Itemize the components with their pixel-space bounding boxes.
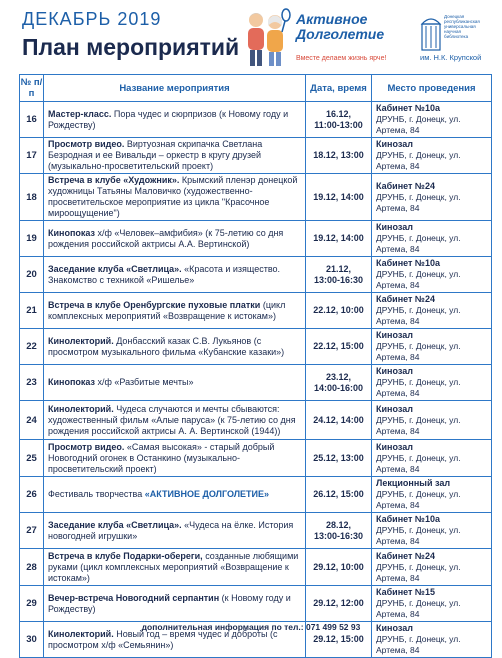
event-title: Просмотр видео. [48,139,125,149]
event-time: 13:00-16:30 [313,530,364,541]
event-description: (цикл комплексных мероприятий «Возвращение к истокам») [48,299,286,321]
event-description: Крымский пленэр донецкой художницы Татьяны Маловичко (художественно-просветительское мероприятие из цикла "Красочное мироощущение") [48,175,298,218]
event-date-cell [306,477,372,513]
page-title: План мероприятий [22,34,240,60]
table-row [20,586,492,622]
event-place-cell [372,513,492,549]
event-title: Встреча в клубе Оренбургские пуховые платки [48,299,261,310]
event-address: ДРУНБ, г. Донецк, ул. Артема, 84 [376,341,461,362]
event-number: 30 [20,622,44,658]
logo-text: Активное Долголетие [296,11,385,42]
event-room: Кабинет №10а [376,514,440,524]
event-room: Кинозал [376,623,413,633]
table-row [20,329,492,365]
event-room: Кинозал [376,366,413,376]
event-place-cell [372,549,492,586]
event-number: 21 [20,293,44,329]
event-place-cell [372,102,492,138]
event-name-cell [44,440,306,477]
event-date-cell [306,329,372,365]
event-title: Кинолекторий. [48,628,114,639]
event-place-cell [372,440,492,477]
table-row [20,440,492,477]
event-date-cell [306,221,372,257]
event-date-cell [306,257,372,293]
event-number: 19 [20,221,44,257]
event-place-cell [372,586,492,622]
event-name-cell [44,257,306,293]
event-time: 13:00-16:30 [313,274,364,285]
event-description: Виртуозная скрипачка Светлана Безродная и ее Вивальди – оркестр в кругу друзей (музыкально-просветительский проект) [48,139,263,171]
event-date: 26.12, 15:00 [313,489,364,499]
event-place-cell [372,329,492,365]
event-description: Новый год – время чудес и доброты (с просмотром х/ф «Семьянин») [48,628,278,650]
event-name-cell [44,477,306,513]
column-header-place: Место проведения [372,75,492,102]
table-row [20,365,492,401]
event-date: 28.12, [325,519,352,530]
event-date: 29.12, 12:00 [313,598,364,608]
table-row [20,174,492,221]
event-number: 23 [20,365,44,401]
event-name-cell [44,549,306,586]
table-row [20,257,492,293]
event-description: созданные любящими руками (цикл комплексных мероприятий «Возвращение к истокам») [48,550,299,583]
event-room: Кабинет №24 [376,550,435,561]
event-date: 22.12, 10:00 [313,305,364,315]
events-table-body [20,102,492,658]
event-room: Лекционный зал [376,478,451,488]
event-address: ДРУНБ, г. Донецк, ул. Артема, 84 [376,525,461,546]
event-date-cell [306,293,372,329]
event-room: Кабинет №10а [376,258,440,268]
event-title: Встреча в клубе Подарки-обереги, [48,550,203,561]
event-address: ДРУНБ, г. Донецк, ул. Артема, 84 [376,489,461,510]
event-room: Кинозал [376,330,413,340]
table-row [20,549,492,586]
event-name-cell [44,221,306,257]
event-date-cell [306,440,372,477]
event-number: 20 [20,257,44,293]
table-row [20,138,492,174]
event-number: 29 [20,586,44,622]
event-title: Кинолекторий. [48,335,114,346]
event-address: ДРУНБ, г. Донецк, ул. Артема, 84 [376,452,461,474]
event-title: Кинопоказ [48,227,95,238]
event-date-cell [306,102,372,138]
event-date-cell [306,586,372,622]
event-name-cell [44,513,306,549]
event-place-cell [372,138,492,174]
elderly-couple-icon [240,6,292,68]
event-date: 21.12, [325,263,352,274]
event-number: 28 [20,549,44,586]
event-address: ДРУНБ, г. Донецк, ул. Артема, 84 [376,191,461,213]
event-name-cell [44,102,306,138]
event-address: ДРУНБ, г. Донецк, ул. Артема, 84 [376,233,461,254]
event-room: Кабинет №24 [376,294,435,304]
event-date-cell [306,365,372,401]
event-room: Кабинет №10а [376,103,440,113]
event-date: 25.12, 13:00 [313,452,364,463]
event-date: 19.12, 14:00 [313,233,364,243]
event-description: Фестиваль творчества [48,489,143,499]
event-title: Встреча в клубе «Художник». [48,175,180,185]
event-date-cell [306,138,372,174]
event-name-cell [44,174,306,221]
event-name-cell [44,293,306,329]
event-address: ДРУНБ, г. Донецк, ул. Артема, 84 [376,414,461,436]
column-header-date: Дата, время [306,75,372,102]
event-number: 22 [20,329,44,365]
event-name-cell [44,365,306,401]
event-title: Кинопоказ [48,377,95,387]
event-number: 16 [20,102,44,138]
event-description: (к Новому году и Рождеству) [48,592,291,614]
event-place-cell [372,477,492,513]
event-address: ДРУНБ, г. Донецк, ул. Артема, 84 [376,150,461,171]
logo-tagline: Вместе делаем жизнь ярче! [296,55,387,62]
event-name-cell [44,329,306,365]
event-title: Заседание клуба «Светлица». [48,263,182,274]
table-row [20,513,492,549]
table-row [20,293,492,329]
event-date: 24.12, 14:00 [313,414,364,425]
event-name-cell [44,401,306,440]
event-room: Кинозал [376,403,413,414]
event-place-cell [372,293,492,329]
contact-footer: дополнительная информация по тел.: 071 499 52 93 [141,622,361,632]
event-address: ДРУНБ, г. Донецк, ул. Артема, 84 [376,305,461,326]
event-description: «Красота и изящество. Знакомство с техникой «Ришелье» [48,263,281,285]
event-address: ДРУНБ, г. Донецк, ул. Артема, 84 [376,634,461,655]
event-room: Кинозал [376,222,413,232]
event-description: Чудеса случаются и мечты сбываются: художественный фильм «Алые паруса» (к 75-летию со дня рождения российской актрисы А. А. Вертинской (1944)) [48,403,296,436]
event-date: 23.12, [325,371,352,382]
column-header-num: № п/п [20,75,44,102]
table-row [20,401,492,440]
event-number: 17 [20,138,44,174]
event-place-cell [372,221,492,257]
event-date: 19.12, 14:00 [313,191,364,202]
event-date-cell [306,174,372,221]
table-row [20,221,492,257]
event-description: Донбасский казак С.В. Лукьянов (с просмотром музыкального фильма «Кубанские казаки») [48,335,285,357]
event-place-cell [372,401,492,440]
event-date-cell [306,513,372,549]
event-date: 29.12, 15:00 [313,634,364,644]
library-name: им. Н.К. Крупской [420,53,482,62]
event-number: 18 [20,174,44,221]
page-header [0,0,502,72]
event-room: Кабинет №15 [376,587,435,597]
event-title: Просмотр видео. [48,441,125,452]
event-title: Вечер-встреча Новогодний серпантин [48,592,220,603]
event-highlight: «АКТИВНОЕ ДОЛГОЛЕТИЕ» [144,489,270,499]
event-title: Заседание клуба «Светлица». [48,519,182,530]
event-description: Пора чудес и сюрпризов (к Новому году и Рождеству) [48,108,289,130]
event-description: х/ф «Разбитые мечты» [97,377,194,387]
event-address: ДРУНБ, г. Донецк, ул. Артема, 84 [376,377,461,398]
event-number: 26 [20,477,44,513]
event-place-cell [372,257,492,293]
event-room: Кинозал [376,441,413,452]
event-address: ДРУНБ, г. Донецк, ул. Артема, 84 [376,598,461,619]
event-number: 25 [20,440,44,477]
event-time: 11:00-13:00 [314,119,363,130]
table-row [20,477,492,513]
event-description: «Самая высокая» - старый добрый Новогодний огонек в Останкино (музыкально-просветительский проект) [48,441,275,474]
event-address: ДРУНБ, г. Донецк, ул. Артема, 84 [376,269,461,290]
event-place-cell [372,174,492,221]
event-place-cell [372,365,492,401]
event-description: «Чудеса на ёлке. История новогодней игрушки» [48,519,294,541]
events-table [19,74,492,658]
event-date-cell [306,549,372,586]
column-header-name: Название мероприятия [44,75,306,102]
event-date: 22.12, 15:00 [313,341,364,351]
table-header-row [20,75,492,102]
event-name-cell [44,586,306,622]
event-date-cell [306,401,372,440]
month-heading: ДЕКАБРЬ 2019 [22,9,162,29]
event-date: 18.12, 13:00 [313,150,364,160]
library-building-icon [420,12,442,52]
event-room: Кабинет №24 [376,180,435,191]
event-address: ДРУНБ, г. Донецк, ул. Артема, 84 [376,561,461,583]
event-date: 16.12, [325,108,352,119]
event-address: ДРУНБ, г. Донецк, ул. Артема, 84 [376,114,461,135]
event-title: Мастер-класс. [48,108,112,119]
event-number: 27 [20,513,44,549]
event-title: Кинолекторий. [48,403,114,414]
table-row [20,102,492,138]
event-description: х/ф «Человек–амфибия» (к 75-летию со дня рождения российской актрисы А.А. Вертинской) [48,227,284,249]
event-date: 29.12, 10:00 [313,561,364,572]
event-room: Кинозал [376,139,413,149]
event-number: 24 [20,401,44,440]
event-name-cell [44,138,306,174]
library-description: Донецкая республиканская универсальная научная библиотека [444,14,480,39]
event-time: 14:00-16:00 [313,382,364,393]
